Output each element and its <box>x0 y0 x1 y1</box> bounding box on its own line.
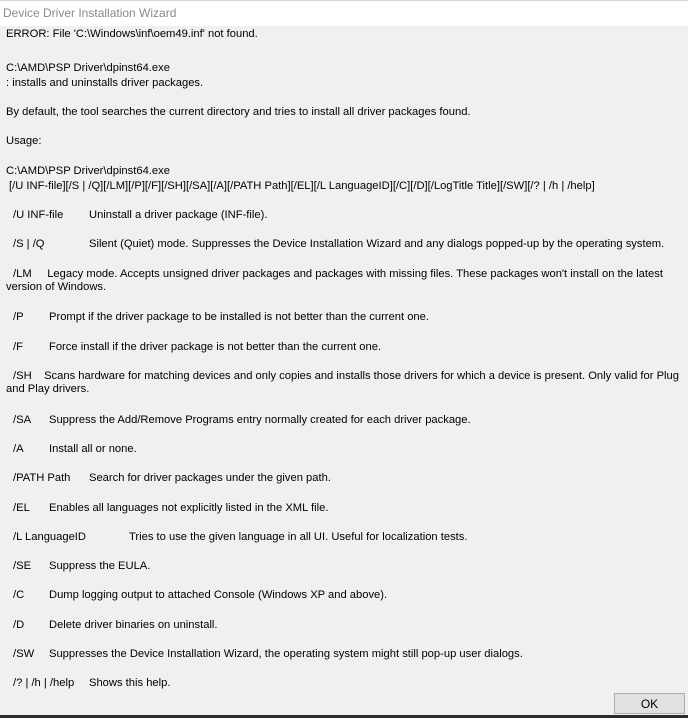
error-message: ERROR: File 'C:\Windows\inf\oem49.inf' not found. <box>6 28 258 40</box>
option-description: Prompt if the driver package to be installed is not better than the current one. <box>49 311 429 323</box>
option-description: Suppress the Add/Remove Programs entry normally created for each driver package. <box>49 414 471 426</box>
option-flag: /SH <box>13 370 32 382</box>
title-bar[interactable] <box>0 1 688 26</box>
option-flag: /SA <box>13 414 32 426</box>
option-flag: /A <box>13 443 24 455</box>
option-flag: /S | /Q <box>13 238 45 250</box>
option-flag: /LM <box>13 268 32 280</box>
option-description: Suppress the EULA. <box>49 560 151 572</box>
option-flag: /? | /h | /help <box>13 677 75 689</box>
default-behavior-text: By default, the tool searches the current directory and tries to install all driver packages found. <box>6 106 471 118</box>
option-description: Suppresses the Device Installation Wizard, the operating system might still pop-up user dialogs. <box>49 648 523 660</box>
option-flag: /L LanguageID <box>13 531 86 543</box>
option-description: Uninstall a driver package (INF-file). <box>89 209 268 221</box>
option-description: Dump logging output to attached Console (Windows XP and above). <box>49 589 388 601</box>
tool-tagline: : installs and uninstalls driver packages. <box>6 77 204 89</box>
option-flag: /P <box>13 311 24 323</box>
option-flag: /SE <box>13 560 32 572</box>
option-description: Delete driver binaries on uninstall. <box>49 619 218 631</box>
option-description: Enables all languages not explicitly listed in the XML file. <box>49 502 329 514</box>
option-description: Search for driver packages under the given path. <box>89 472 331 484</box>
option-entry-sh <box>6 370 682 396</box>
window-title: Device Driver Installation Wizard <box>3 6 177 20</box>
option-flag: /EL <box>13 502 30 514</box>
option-flag: /F <box>13 341 23 353</box>
option-description: Tries to use the given language in all UI. Useful for localization tests. <box>129 531 468 543</box>
option-description: Shows this help. <box>89 677 171 689</box>
option-flag: /PATH Path <box>13 472 71 484</box>
option-entry-lm <box>6 268 682 294</box>
usage-syntax: [/U INF-file][/S | /Q][/LM][/P][/F][/SH][/SA][/A][/PATH Path][/EL][/L LanguageID][/C][/D][/LogTitle Title][/SW][/? | /h | /help] <box>9 180 595 192</box>
option-flag: /C <box>13 589 25 601</box>
ok-button[interactable]: OK <box>614 693 685 714</box>
option-description: Scans hardware for matching devices and only copies and installs those drivers for which a device is present. Only valid for Plug and Play drivers. <box>6 370 679 395</box>
usage-label: Usage: <box>6 135 42 147</box>
option-description: Install all or none. <box>49 443 137 455</box>
exe-path: C:\AMD\PSP Driver\dpinst64.exe <box>6 62 170 74</box>
option-flag: /D <box>13 619 25 631</box>
option-description: Force install if the driver package is not better than the current one. <box>49 341 382 353</box>
option-flag: /U INF-file <box>13 209 64 221</box>
option-description: Silent (Quiet) mode. Suppresses the Device Installation Wizard and any dialogs popped-up by the operating system. <box>89 238 665 250</box>
option-flag: /SW <box>13 648 35 660</box>
option-description: Legacy mode. Accepts unsigned driver packages and packages with missing files. These packages won't install on the latest version of Windows. <box>6 268 663 293</box>
usage-exe-path: C:\AMD\PSP Driver\dpinst64.exe <box>6 165 170 177</box>
